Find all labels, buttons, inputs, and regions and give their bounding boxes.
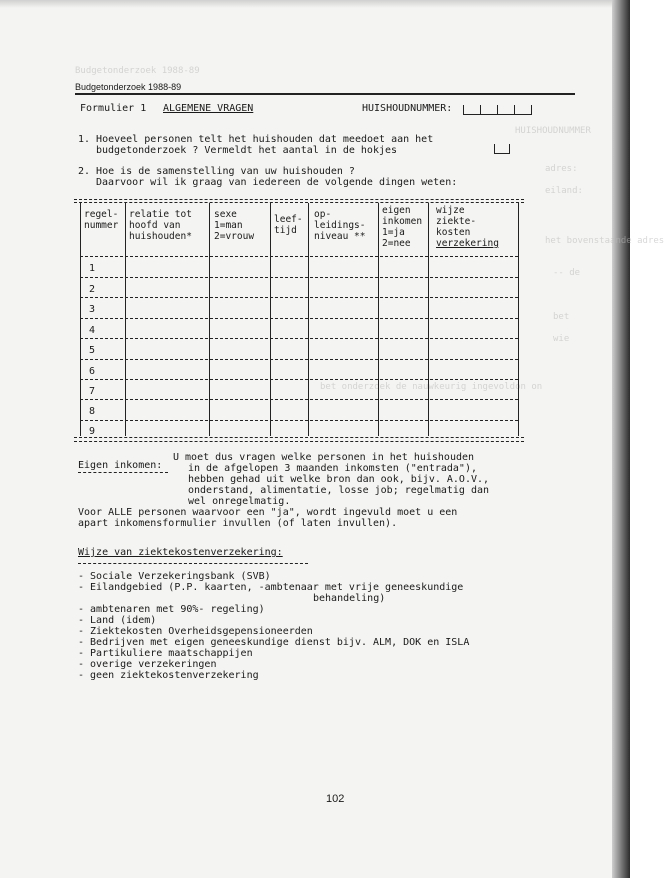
ghost-text: bet onderzoek de nauwkeurig ingevoldon on (320, 382, 543, 392)
row-number: 8 (89, 406, 96, 417)
ghost-text: bet (553, 312, 570, 322)
income-line: onderstand, alimentatie, losse job; regelmatig dan (188, 485, 490, 496)
insurance-heading-rule (78, 563, 308, 564)
header-eigen-inkomen: eigen inkomen 1=ja 2=nee (382, 205, 423, 249)
question-2-line2: Daarvoor wil ik graag van iedereen de volgende dingen weten: (96, 177, 458, 188)
question-1-line1: 1. Hoeveel personen telt het huishouden dat meedoet aan het (78, 134, 434, 145)
household-number-boxes[interactable] (463, 100, 532, 112)
insurance-item: - ambtenaren met 90%- regeling) (78, 604, 265, 615)
row-rule[interactable] (80, 318, 518, 319)
household-label: HUISHOUDNUMMER: (362, 103, 453, 114)
insurance-item: - geen ziektekostenverzekering (78, 670, 259, 681)
row-number: 3 (89, 304, 96, 315)
insurance-item: - overige verzekeringen (78, 659, 217, 670)
table-top-rule (74, 199, 524, 200)
insurance-item: - Sociale Verzekeringsbank (SVB) (78, 571, 271, 582)
ghost-text: het bovenstaande adres (545, 236, 664, 246)
insurance-item: behandeling) (313, 593, 386, 604)
ghost-text: adres: (545, 164, 578, 174)
income-heading-underline (78, 472, 168, 473)
question-2-line1: 2. Hoe is de samenstelling van uw huishouden ? (78, 166, 355, 177)
column-divider (125, 203, 126, 436)
header-ziektekosten: wijze ziekte- kosten verzekering (436, 205, 499, 249)
header-leeftijd: leef- tijd (274, 214, 303, 236)
header-rule (75, 93, 575, 95)
header-regelnummer: regel- nummer (84, 209, 119, 231)
insurance-heading: Wijze van ziektekostenverzekering: (78, 547, 283, 558)
ghost-text: -- de (553, 268, 581, 278)
column-divider (209, 203, 210, 436)
ghost-text: Budgetonderzoek 1988-89 (75, 66, 200, 76)
household-digit-box[interactable] (463, 105, 480, 115)
form-title: ALGEMENE VRAGEN (163, 103, 254, 114)
ghost-text: wie (553, 334, 570, 344)
table-bottom-rule (74, 441, 524, 442)
form-label: Formulier 1 (80, 103, 147, 114)
income-heading: Eigen inkomen: (78, 460, 163, 471)
header-bottom-rule (80, 256, 518, 257)
insurance-item: - Land (idem) (78, 615, 157, 626)
income-line: U moet dus vragen welke personen in het huishouden (173, 452, 475, 463)
insurance-item: - Bedrijven met eigen geneeskundige dienst bijv. ALM, DOK en ISLA (78, 637, 470, 648)
table-border-left (80, 203, 81, 436)
running-head: Budgetonderzoek 1988-89 (75, 82, 182, 92)
row-rule[interactable] (80, 338, 518, 339)
row-rule[interactable] (80, 379, 518, 380)
table-border-right (518, 203, 519, 436)
column-divider (378, 203, 379, 436)
insurance-item: - Partikuliere maatschappijen (78, 648, 253, 659)
header-relatie: relatie tot hoofd van huishouden* (129, 209, 192, 242)
row-number: 6 (89, 366, 96, 377)
row-number: 4 (89, 325, 96, 336)
row-rule[interactable] (80, 277, 518, 278)
income-line: wel onregelmatig. (188, 496, 291, 507)
household-digit-box[interactable] (514, 105, 532, 115)
income-note: apart inkomensformulier invullen (of laten invullen). (78, 518, 398, 529)
income-note: Voor ALLE personen waarvoor een "ja", wordt ingevuld moet u een (78, 507, 458, 518)
row-rule[interactable] (80, 359, 518, 360)
row-rule[interactable] (80, 297, 518, 298)
ghost-text: HUISHOUDNUMMER (515, 126, 591, 136)
ghost-text: eiland: (545, 186, 583, 196)
row-number: 5 (89, 345, 96, 356)
row-rule[interactable] (80, 420, 518, 421)
column-divider (308, 203, 309, 436)
table-top-rule (74, 202, 524, 203)
income-line: hebben gehad uit welke bron dan ook, bijv. A.O.V., (188, 474, 490, 485)
row-number: 9 (89, 426, 96, 437)
household-digit-box[interactable] (480, 105, 497, 115)
persons-count-box[interactable] (494, 144, 510, 156)
insurance-item: - Eilandgebied (P.P. kaarten, -ambtenaar met vrije geneeskundige (78, 582, 464, 593)
row-number: 1 (89, 263, 96, 274)
header-opleidingsniveau: op- leidings- niveau ** (314, 209, 366, 242)
household-digit-box[interactable] (497, 105, 514, 115)
row-number: 2 (89, 284, 96, 295)
column-divider (270, 203, 271, 436)
page-number: 102 (326, 793, 345, 805)
question-1-line2: budgetonderzoek ? Vermeldt het aantal in de hokjes (96, 145, 398, 156)
row-number: 7 (89, 386, 96, 397)
scan-right-edge (612, 0, 630, 878)
income-line: in de afgelopen 3 maanden inkomsten ("entrada"), (188, 463, 477, 474)
scan-top-edge (0, 0, 630, 8)
header-sexe: sexe 1=man 2=vrouw (214, 209, 255, 242)
table-bottom-rule (74, 437, 524, 438)
row-rule[interactable] (80, 399, 518, 400)
insurance-item: - Ziektekosten Overheidsgepensioneerden (78, 626, 313, 637)
column-divider (428, 203, 429, 436)
